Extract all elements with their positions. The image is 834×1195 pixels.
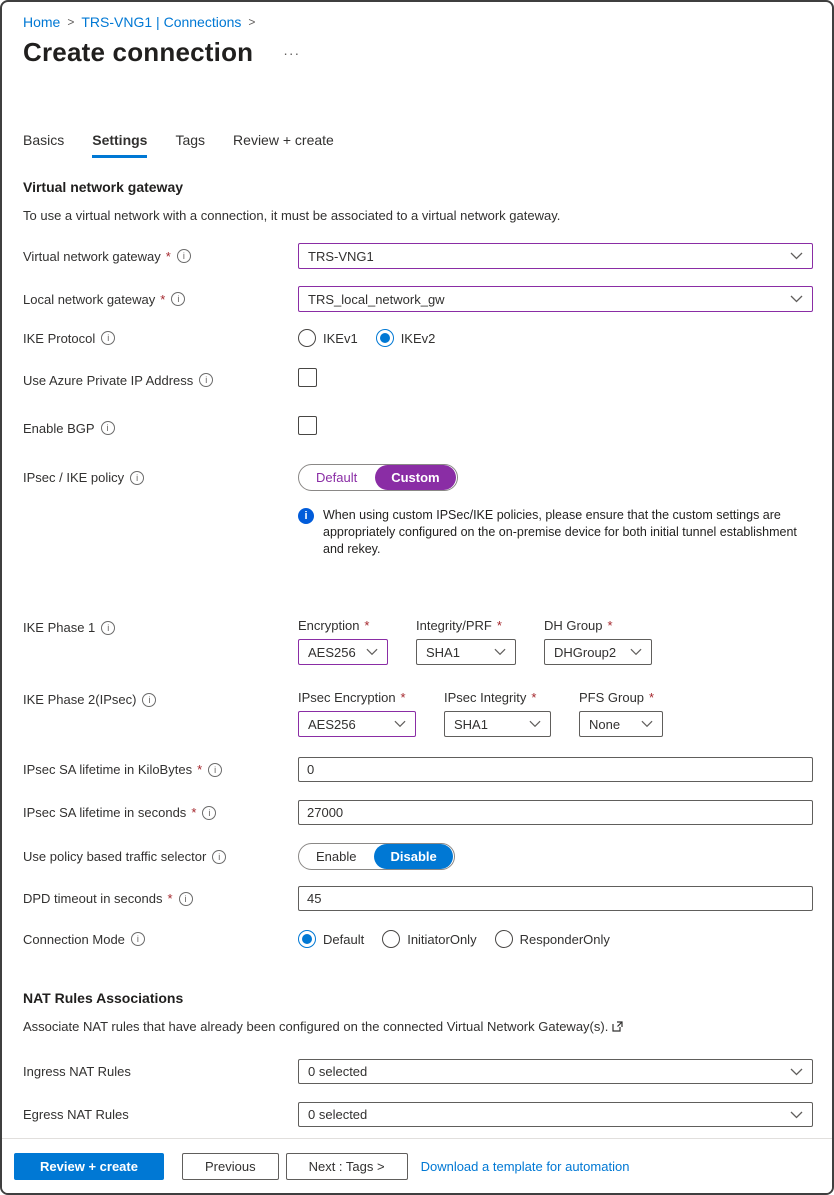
phase1-dh-group-select[interactable]: DHGroup2 xyxy=(544,639,652,665)
download-template-link[interactable]: Download a template for automation xyxy=(420,1158,630,1174)
field-label-ike-phase-1: IKE Phase 1 i xyxy=(23,618,298,635)
info-icon[interactable]: i xyxy=(101,331,115,345)
field-label-ike-phase-2: IKE Phase 2(IPsec) i xyxy=(23,690,298,707)
info-icon[interactable]: i xyxy=(131,932,145,946)
info-icon[interactable]: i xyxy=(179,892,193,906)
enable-bgp-checkbox[interactable] xyxy=(298,416,317,435)
tab-review-create[interactable]: Review + create xyxy=(233,132,334,148)
chevron-down-icon xyxy=(630,648,642,656)
sa-seconds-input[interactable] xyxy=(298,800,813,825)
info-icon[interactable]: i xyxy=(208,763,222,777)
chevron-down-icon xyxy=(394,720,406,728)
dpd-timeout-input[interactable] xyxy=(298,886,813,911)
info-icon[interactable]: i xyxy=(202,806,216,820)
ingress-nat-rules-select[interactable] xyxy=(298,1059,813,1084)
phase2-integrity-label: IPsec Integrity * xyxy=(444,690,537,705)
field-label-ike-protocol: IKE Protocol i xyxy=(23,331,298,346)
sa-kilobytes-input[interactable] xyxy=(298,757,813,782)
radio-connection-mode-default[interactable] xyxy=(298,930,316,948)
notice-text: When using custom IPSec/IKE policies, please ensure that the custom settings are appropriately configured on the on-premise device for both initial tunnel establishment and rekey. xyxy=(323,508,797,556)
section-title-nat-rules: NAT Rules Associations xyxy=(23,990,184,1006)
custom-policy-notice xyxy=(298,507,803,558)
chevron-down-icon xyxy=(790,295,803,303)
notification-info-icon: i xyxy=(298,508,314,524)
phase1-dh-group-label: DH Group * xyxy=(544,618,613,633)
phase1-encryption-select[interactable]: AES256 xyxy=(298,639,388,665)
field-label-sa-seconds: IPsec SA lifetime in seconds * i xyxy=(23,805,298,820)
field-label-dpd-timeout: DPD timeout in seconds * i xyxy=(23,891,298,906)
tab-settings[interactable]: Settings xyxy=(92,132,147,158)
tab-bar xyxy=(23,132,813,158)
phase2-integrity-select[interactable]: SHA1 xyxy=(444,711,551,737)
info-icon[interactable]: i xyxy=(177,249,191,263)
radio-label-ikev2: IKEv2 xyxy=(400,330,436,346)
virtual-network-gateway-select[interactable] xyxy=(298,243,813,269)
field-label-private-ip: Use Azure Private IP Address i xyxy=(23,373,298,388)
external-link-icon[interactable] xyxy=(612,1020,623,1035)
field-label-local-network-gateway: Local network gateway * i xyxy=(23,292,298,307)
radio-ikev1[interactable] xyxy=(298,329,316,347)
radio-label-initiator-only: InitiatorOnly xyxy=(407,931,477,947)
info-icon[interactable]: i xyxy=(142,693,156,707)
field-label-virtual-network-gateway: Virtual network gateway * i xyxy=(23,249,298,264)
field-label-ingress-nat: Ingress NAT Rules xyxy=(23,1064,131,1079)
info-icon[interactable]: i xyxy=(212,850,226,864)
chevron-down-icon xyxy=(790,1111,803,1119)
phase1-integrity-select[interactable]: SHA1 xyxy=(416,639,516,665)
more-options-icon[interactable]: ··· xyxy=(283,44,301,61)
radio-connection-mode-responder-only[interactable] xyxy=(495,930,513,948)
info-icon[interactable]: i xyxy=(199,373,213,387)
info-icon[interactable]: i xyxy=(171,292,185,306)
ingress-nat-rules-value: 0 selected xyxy=(308,1064,368,1079)
page-title: Create connection xyxy=(23,37,254,67)
virtual-network-gateway-value: TRS-VNG1 xyxy=(308,248,374,264)
local-network-gateway-value: TRS_local_network_gw xyxy=(308,291,445,307)
local-network-gateway-select[interactable] xyxy=(298,286,813,312)
ipsec-ike-policy-toggle xyxy=(298,464,458,491)
info-icon[interactable]: i xyxy=(130,471,144,485)
chevron-down-icon xyxy=(641,720,653,728)
info-icon[interactable]: i xyxy=(101,621,115,635)
radio-label-responder-only: ResponderOnly xyxy=(519,931,610,947)
traffic-selector-toggle xyxy=(298,843,455,870)
radio-ikev2[interactable] xyxy=(376,329,394,347)
breadcrumb-link-home[interactable]: Home xyxy=(23,14,61,30)
field-label-ipsec-ike-policy: IPsec / IKE policy i xyxy=(23,470,298,485)
next-tags-button[interactable]: Next : Tags > xyxy=(286,1153,408,1180)
breadcrumb xyxy=(23,14,813,30)
policy-default-option[interactable]: Default xyxy=(316,470,358,485)
private-ip-checkbox[interactable] xyxy=(298,368,317,387)
chevron-down-icon xyxy=(790,1068,803,1076)
breadcrumb-separator-icon: > xyxy=(67,15,75,29)
previous-button[interactable]: Previous xyxy=(182,1153,279,1180)
tab-tags[interactable]: Tags xyxy=(175,132,206,148)
chevron-down-icon xyxy=(366,648,378,656)
ike-protocol-radio-group xyxy=(298,329,813,347)
section-description: To use a virtual network with a connection, it must be associated to a virtual network gateway. xyxy=(23,208,561,223)
radio-connection-mode-initiator-only[interactable] xyxy=(382,930,400,948)
section-title-virtual-network-gateway: Virtual network gateway xyxy=(23,179,184,195)
tab-basics[interactable]: Basics xyxy=(23,132,65,148)
field-label-enable-bgp: Enable BGP i xyxy=(23,421,298,436)
chevron-down-icon xyxy=(529,720,541,728)
phase1-integrity-label: Integrity/PRF * xyxy=(416,618,502,633)
radio-label-default: Default xyxy=(323,931,365,947)
nat-section-description: Associate NAT rules that have already been configured on the connected Virtual Network Gateway(s). xyxy=(23,1019,813,1035)
policy-custom-option[interactable]: Custom xyxy=(375,465,455,490)
egress-nat-rules-select[interactable] xyxy=(298,1102,813,1127)
info-icon[interactable]: i xyxy=(101,421,115,435)
chevron-down-icon xyxy=(790,252,803,260)
phase1-encryption-label: Encryption * xyxy=(298,618,370,633)
field-label-connection-mode: Connection Mode i xyxy=(23,932,298,947)
phase2-encryption-label: IPsec Encryption * xyxy=(298,690,406,705)
breadcrumb-separator-icon: > xyxy=(248,15,256,29)
field-label-egress-nat: Egress NAT Rules xyxy=(23,1107,129,1122)
connection-mode-radio-group xyxy=(298,930,813,948)
review-create-button[interactable]: Review + create xyxy=(14,1153,164,1180)
phase2-pfs-group-label: PFS Group * xyxy=(579,690,655,705)
egress-nat-rules-value: 0 selected xyxy=(308,1107,368,1122)
traffic-selector-enable-option[interactable]: Enable xyxy=(316,849,357,864)
footer-action-bar xyxy=(2,1138,832,1193)
chevron-down-icon xyxy=(494,648,506,656)
phase2-encryption-select[interactable]: AES256 xyxy=(298,711,416,737)
phase2-pfs-group-select[interactable]: None xyxy=(579,711,663,737)
field-label-sa-kilobytes: IPsec SA lifetime in KiloBytes * i xyxy=(23,762,298,777)
radio-label-ikev1: IKEv1 xyxy=(323,330,358,346)
breadcrumb-link-connections[interactable]: TRS-VNG1 | Connections xyxy=(81,14,242,30)
traffic-selector-disable-option[interactable]: Disable xyxy=(374,844,452,869)
field-label-traffic-selector: Use policy based traffic selector i xyxy=(23,849,298,864)
